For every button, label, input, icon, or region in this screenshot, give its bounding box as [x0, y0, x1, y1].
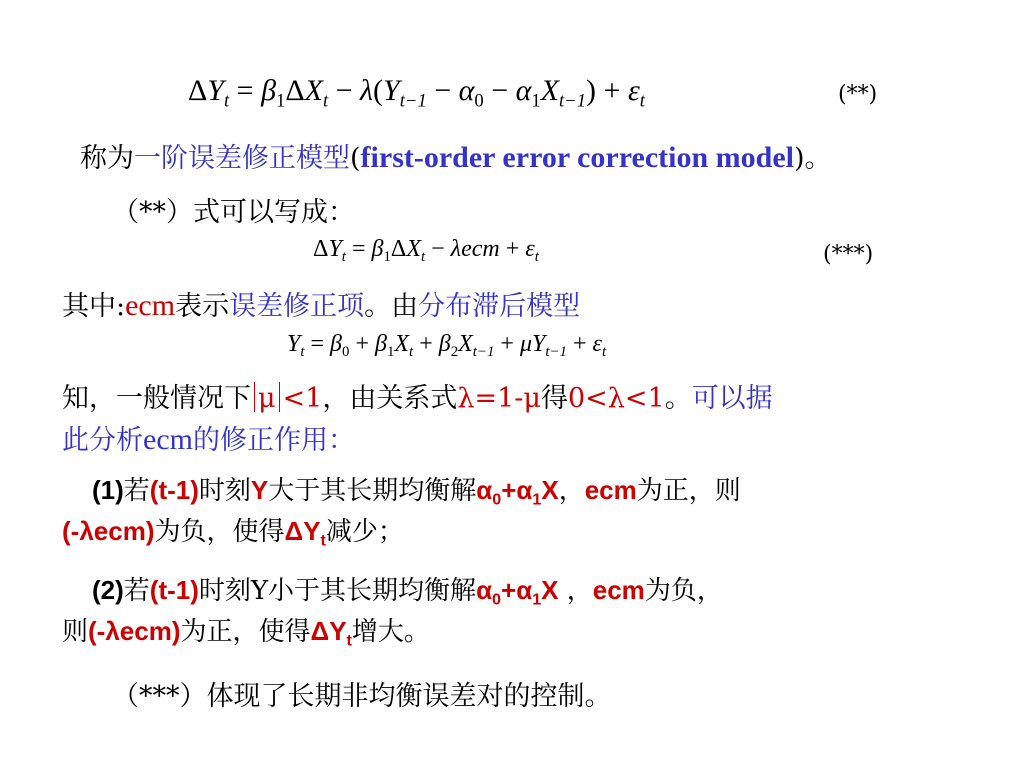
- equilibrium-expr-2: $\alpha_0+\alpha_1X$: [476, 575, 559, 609]
- time-t-1: (t-1): [149, 475, 199, 505]
- neg-lambda-ecm: (-λecm): [62, 516, 155, 546]
- equation-distributed-lag: $Y_t = \beta_0 + \beta_1X_t + \beta_2X_{t-1} + \mu Y_{t-1} + \varepsilon_t$: [287, 331, 607, 361]
- paren-close: )。: [793, 143, 832, 174]
- text-guanxi: ，由关系式: [322, 383, 458, 414]
- text-weizheng-2: 为正，使得: [180, 617, 311, 647]
- ecm-definition-line: [80, 136, 832, 175]
- neg-lambda-ecm-2: (-λecm): [88, 616, 181, 646]
- conclusion-line: （***）体现了长期非均衡误差对的控制。: [112, 681, 612, 712]
- text-ze: 则: [62, 617, 89, 647]
- analysis-line: [62, 418, 355, 457]
- time-t-1-2: (t-1): [149, 575, 199, 605]
- ecm-label-2: ecm: [143, 423, 193, 456]
- equilibrium-expr: $\alpha_0+\alpha_1X$: [476, 475, 559, 509]
- ecm-term-line: [62, 284, 580, 323]
- text-biaoshi: 表示: [175, 291, 230, 322]
- less-than-one: <1: [282, 383, 323, 414]
- delta-y: $\Delta Y_t$: [284, 516, 326, 550]
- equation-tag-2: (***): [823, 242, 874, 267]
- text-dayu: 大于其长期均衡解: [268, 476, 477, 506]
- term-ecm-cn: 一阶误差修正模型: [134, 143, 350, 174]
- text-jianshao: 减少；: [325, 517, 404, 547]
- text-prefix: 称为: [80, 143, 134, 174]
- text-comma: ，: [558, 476, 585, 506]
- paren-open: (: [350, 143, 361, 174]
- text-xiuzheng: 的修正作用：: [192, 425, 355, 456]
- text-cifenxi: 此分析: [62, 425, 143, 456]
- text-weizheng: 为正，则: [636, 476, 741, 506]
- term-ecm-en: first-order error correction model: [360, 141, 794, 174]
- text-shike-2: 时刻Y小于其长期均衡解: [198, 576, 477, 606]
- condition-line: [62, 376, 773, 415]
- var-y: Y: [250, 475, 269, 505]
- text-keyiju: 可以据: [691, 383, 773, 414]
- equation-ecm-compact: $\Delta Y_t = \beta_1\Delta X_t - \lambda ecm + \varepsilon_t$: [313, 236, 539, 266]
- case-2: [62, 570, 962, 652]
- text-you: 。由: [364, 291, 419, 322]
- case-2-number: (2): [92, 575, 124, 605]
- lambda-relation: λ=1-μ: [457, 383, 541, 414]
- ecm-label-4: ecm: [592, 575, 645, 605]
- equation-ecm: $\Delta Y_t = \beta_1\Delta X_t - \lambda(Y_{t-1} - \alpha_0 - \alpha_1X_{t-1}) + \varepsilon_t$: [188, 74, 645, 112]
- case-1: [62, 470, 962, 552]
- text-qizhong: 其中:: [62, 291, 126, 322]
- text-ruo: 若: [123, 476, 150, 506]
- text-weifu-2: 为负，: [644, 576, 723, 606]
- text-zhi: 知，一般情况下: [62, 383, 251, 414]
- lambda-range: 0<λ<1: [567, 383, 665, 414]
- abs-mu: μ: [251, 383, 283, 414]
- text-ruo-2: 若: [123, 576, 150, 606]
- rewrite-line: （**）式可以写成：: [112, 197, 355, 228]
- case-1-number: (1): [92, 475, 124, 505]
- term-distributed-lag: 分布滞后模型: [418, 291, 581, 322]
- text-weifu: 为负，使得: [154, 517, 285, 547]
- equation-tag-1: (**): [838, 82, 878, 107]
- ecm-label: ecm: [125, 289, 176, 322]
- text-de: 得: [540, 383, 568, 414]
- text-zengda: 增大。: [351, 617, 430, 647]
- delta-y-2: $\Delta Y_t$: [310, 616, 352, 650]
- ecm-label-3: ecm: [584, 475, 637, 505]
- term-error-correction: 误差修正项: [229, 291, 365, 322]
- text-shike: 时刻: [198, 476, 251, 506]
- text-period: 。: [664, 383, 692, 414]
- text-comma-2: ，: [558, 576, 593, 606]
